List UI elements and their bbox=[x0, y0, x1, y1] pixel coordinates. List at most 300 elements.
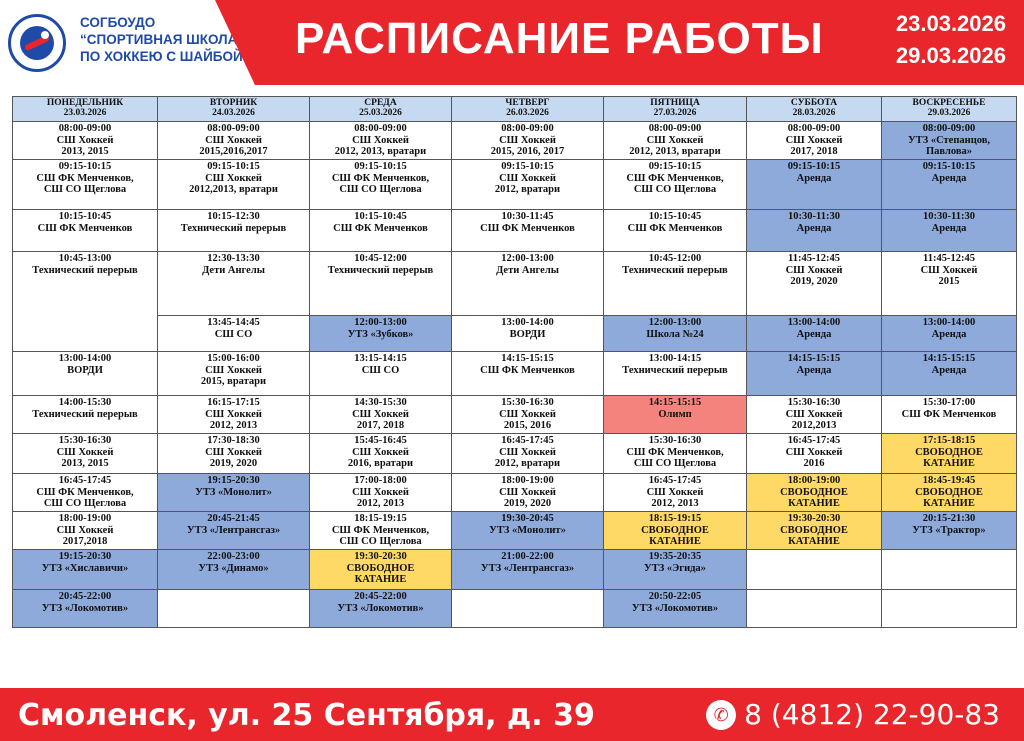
schedule-row bbox=[13, 512, 1017, 550]
session-text: Технический перерыв bbox=[180, 222, 287, 234]
session-text: 2017, 2018 bbox=[790, 146, 838, 157]
schedule-cell bbox=[13, 210, 158, 252]
footer-bar bbox=[0, 688, 1024, 741]
schedule-cell bbox=[158, 210, 310, 252]
session-text: УТЗ «Динамо» bbox=[198, 562, 269, 574]
schedule-cell bbox=[310, 550, 452, 590]
schedule-cell bbox=[747, 210, 882, 252]
schedule-cell bbox=[158, 396, 310, 434]
address: Смоленск, ул. 25 Сентября, д. 39 bbox=[18, 698, 595, 733]
session-text: СШ СО Щеглова bbox=[43, 184, 127, 195]
schedule-cell bbox=[882, 316, 1017, 352]
session-text: СШ ФК Менченков, bbox=[331, 172, 430, 184]
session-text: СШ ФК Менченков, bbox=[626, 172, 724, 184]
session-time: 10:30-11:30 bbox=[788, 211, 840, 222]
session-text: СШ Хоккей bbox=[499, 172, 556, 184]
session-text: СШ Хоккей bbox=[499, 446, 556, 458]
session-text: СШ Хоккей bbox=[785, 446, 843, 458]
day-date: 26.03.2026 bbox=[506, 108, 549, 118]
schedule-cell bbox=[882, 352, 1017, 396]
schedule-cell bbox=[310, 210, 452, 252]
session-text: СШ ФК Менченков bbox=[333, 222, 428, 234]
session-text: СШ Хоккей bbox=[499, 134, 556, 146]
day-header bbox=[604, 97, 747, 122]
day-name: ВОСКРЕСЕНЬЕ bbox=[912, 98, 986, 108]
session-text: Аренда bbox=[796, 222, 832, 234]
session-time: 13:00-14:15 bbox=[648, 353, 702, 364]
session-time: 12:00-13:00 bbox=[648, 317, 702, 328]
schedule-cell bbox=[452, 352, 604, 396]
session-text: СВОБОДНОЕ bbox=[780, 524, 848, 536]
school-logo bbox=[8, 14, 66, 72]
schedule-cell bbox=[310, 590, 452, 628]
session-text: УТЗ «Локомотив» bbox=[41, 602, 129, 614]
schedule-cell bbox=[13, 590, 158, 628]
session-time: 14:15-15:15 bbox=[922, 353, 976, 364]
session-time: 15:30-16:30 bbox=[787, 397, 841, 408]
day-date: 27.03.2026 bbox=[653, 108, 697, 118]
session-text: СШ Хоккей bbox=[646, 486, 704, 498]
phone-icon: ✆ bbox=[706, 700, 736, 730]
session-text: КАТАНИЕ bbox=[788, 536, 840, 547]
session-text: УТЗ «Монолит» bbox=[195, 486, 272, 498]
schedule-cell bbox=[452, 590, 604, 628]
session-text: 2012, 2013, вратари bbox=[629, 146, 721, 157]
schedule-cell bbox=[13, 550, 158, 590]
session-text: 2019, 2020 bbox=[790, 276, 838, 287]
session-time: 15:30-16:30 bbox=[648, 435, 702, 446]
session-text: УТЗ «Локомотив» bbox=[337, 602, 424, 614]
session-text: СШ ФК Менченков bbox=[37, 222, 133, 234]
session-text: 2019, 2020 bbox=[503, 498, 552, 509]
session-text: СВОБОДНОЕ bbox=[915, 486, 983, 498]
session-text: 2015, 2016 bbox=[503, 420, 552, 431]
session-time: 09:15-10:15 bbox=[922, 161, 976, 172]
session-time: 19:30-20:45 bbox=[501, 513, 554, 524]
session-text: СШ СО Щеглова bbox=[43, 498, 127, 509]
schedule-cell bbox=[747, 352, 882, 396]
schedule-row bbox=[13, 352, 1017, 396]
session-time: 09:15-10:15 bbox=[354, 161, 407, 172]
session-text: СШ Хоккей bbox=[352, 486, 409, 498]
session-text: СШ Хоккей bbox=[499, 408, 556, 420]
session-time: 14:15-15:15 bbox=[501, 353, 554, 364]
session-text: СШ ФК Менченков, bbox=[36, 486, 134, 498]
day-date: 29.03.2026 bbox=[927, 108, 971, 118]
schedule-cell bbox=[452, 474, 604, 512]
schedule-cell bbox=[13, 352, 158, 396]
schedule-cell bbox=[604, 550, 747, 590]
session-text: 2012,2013 bbox=[791, 420, 837, 431]
session-text: УТЗ «Эгида» bbox=[644, 562, 706, 574]
session-text: 2013, 2015 bbox=[61, 146, 109, 157]
schedule-row bbox=[13, 590, 1017, 628]
session-text: 2015, 2016, 2017 bbox=[490, 146, 565, 157]
session-time: 22:00-23:00 bbox=[207, 551, 260, 562]
session-text: СШ Хоккей bbox=[205, 172, 262, 184]
schedule-cell bbox=[882, 160, 1017, 210]
session-time: 15:45-16:45 bbox=[354, 435, 407, 446]
schedule-cell bbox=[747, 434, 882, 474]
session-text: КАТАНИЕ bbox=[649, 536, 701, 547]
session-text: СШ СО Щеглова bbox=[633, 458, 717, 469]
session-time: 15:00-16:00 bbox=[207, 353, 260, 364]
session-text: Аренда bbox=[796, 364, 832, 376]
session-text: УТЗ «Зубков» bbox=[347, 328, 414, 340]
day-name: ПОНЕДЕЛЬНИК bbox=[46, 98, 124, 108]
schedule-cell bbox=[13, 122, 158, 160]
schedule-cell bbox=[604, 210, 747, 252]
schedule-cell bbox=[604, 474, 747, 512]
session-text: СШ СО Щеглова bbox=[339, 184, 422, 195]
schedule-cell bbox=[882, 434, 1017, 474]
session-time: 09:15-10:15 bbox=[501, 161, 554, 172]
session-text: Технический перерыв bbox=[327, 264, 434, 276]
schedule-cell bbox=[747, 252, 882, 316]
session-text: СШ Хоккей bbox=[205, 134, 262, 146]
schedule-cell bbox=[604, 512, 747, 550]
day-name: ЧЕТВЕРГ bbox=[505, 98, 550, 108]
session-text: Дети Ангелы bbox=[202, 264, 265, 276]
session-text: СШ ФК Менченков, bbox=[626, 446, 724, 458]
schedule-cell bbox=[747, 474, 882, 512]
session-time: 19:15-20:30 bbox=[207, 475, 260, 486]
schedule-row bbox=[13, 252, 1017, 316]
schedule-row bbox=[13, 210, 1017, 252]
day-header-row bbox=[13, 97, 1017, 122]
day-header bbox=[882, 97, 1017, 122]
org-line-1: СОГБОУДО bbox=[80, 15, 156, 30]
date-to: 29.03.2026 bbox=[895, 43, 1006, 68]
schedule-cell bbox=[158, 160, 310, 210]
session-text: 2015, вратари bbox=[200, 376, 267, 387]
day-name: ПЯТНИЦА bbox=[650, 98, 700, 108]
date-from: 23.03.2026 bbox=[895, 11, 1006, 36]
session-text: СШ ФК Менченков bbox=[901, 408, 997, 420]
schedule-cell bbox=[882, 122, 1017, 160]
session-text: УТЗ «Степанцов, bbox=[907, 134, 991, 146]
session-text: СВОБОДНОЕ bbox=[346, 562, 415, 574]
schedule-cell bbox=[310, 434, 452, 474]
session-time: 10:45-12:00 bbox=[648, 253, 702, 264]
session-text: 2017, 2018 bbox=[356, 420, 405, 431]
schedule-cell bbox=[452, 434, 604, 474]
schedule-cell bbox=[158, 316, 310, 352]
session-text: Аренда bbox=[931, 364, 967, 376]
title-banner bbox=[255, 0, 1024, 85]
session-text: 2012, вратари bbox=[494, 184, 561, 195]
schedule-cell bbox=[747, 122, 882, 160]
session-time: 18:00-19:00 bbox=[58, 513, 112, 524]
session-time: 08:00-09:00 bbox=[58, 123, 112, 134]
day-name: СУББОТА bbox=[790, 98, 838, 108]
session-text: Технический перерыв bbox=[622, 364, 728, 376]
schedule-row bbox=[13, 316, 1017, 352]
session-time: 13:00-14:00 bbox=[922, 317, 976, 328]
session-text: 2016, вратари bbox=[347, 458, 414, 469]
session-text: Аренда bbox=[931, 222, 967, 234]
session-text: Павлова» bbox=[926, 146, 972, 157]
session-time: 18:15-19:15 bbox=[648, 513, 702, 524]
session-time: 08:00-09:00 bbox=[648, 123, 702, 134]
schedule-cell bbox=[452, 160, 604, 210]
schedule-cell bbox=[882, 512, 1017, 550]
session-text: 2012, 2013 bbox=[209, 420, 258, 431]
session-text: Аренда bbox=[931, 172, 967, 184]
session-time: 13:00-14:00 bbox=[501, 317, 554, 328]
session-time: 19:35-20:35 bbox=[648, 551, 702, 562]
session-time: 18:15-19:15 bbox=[354, 513, 407, 524]
phone-block bbox=[706, 698, 1000, 731]
schedule-cell bbox=[747, 550, 882, 590]
day-date: 28.03.2026 bbox=[792, 108, 836, 118]
schedule-cell bbox=[604, 396, 747, 434]
session-text: УТЗ «Локомотив» bbox=[631, 602, 719, 614]
session-text: УТЗ «Хиславичи» bbox=[41, 562, 129, 574]
session-text: ВОРДИ bbox=[67, 364, 103, 376]
schedule-cell bbox=[310, 396, 452, 434]
session-text: СШ Хоккей bbox=[785, 408, 843, 420]
session-time: 13:15-14:15 bbox=[354, 353, 407, 364]
day-date: 24.03.2026 bbox=[212, 108, 255, 118]
session-text: УТЗ «Монолит» bbox=[489, 524, 566, 536]
session-time: 16:45-17:45 bbox=[648, 475, 702, 486]
session-text: СШ Хоккей bbox=[352, 446, 409, 458]
page-title: РАСПИСАНИЕ РАБОТЫ bbox=[295, 14, 824, 63]
schedule-cell bbox=[882, 210, 1017, 252]
schedule-row bbox=[13, 122, 1017, 160]
session-time: 18:00-19:00 bbox=[501, 475, 554, 486]
session-text: КАТАНИЕ bbox=[788, 498, 840, 509]
session-text: 2012, 2013 bbox=[356, 498, 405, 509]
session-text: СШ Хоккей bbox=[646, 134, 704, 146]
day-date: 25.03.2026 bbox=[359, 108, 402, 118]
session-text: СВОБОДНОЕ bbox=[915, 446, 983, 458]
schedule-cell bbox=[747, 160, 882, 210]
session-time: 18:00-19:00 bbox=[787, 475, 841, 486]
session-text: КАТАНИЕ bbox=[923, 498, 975, 509]
session-time: 08:00-09:00 bbox=[787, 123, 841, 134]
session-text: 2015,2016,2017 bbox=[199, 146, 268, 157]
schedule-cell bbox=[604, 160, 747, 210]
session-text: УТЗ «Лентрансгаз» bbox=[186, 524, 281, 536]
schedule-cell bbox=[310, 316, 452, 352]
schedule-cell bbox=[310, 122, 452, 160]
session-text: КАТАНИЕ bbox=[354, 574, 407, 585]
session-time: 20:45-21:45 bbox=[207, 513, 260, 524]
session-time: 16:45-17:45 bbox=[501, 435, 554, 446]
org-line-2: “СПОРТИВНАЯ ШКОЛА bbox=[80, 32, 238, 47]
session-text: Олимп bbox=[658, 408, 692, 420]
session-text: СШ Хоккей bbox=[205, 408, 262, 420]
day-header bbox=[747, 97, 882, 122]
session-time: 08:00-09:00 bbox=[207, 123, 260, 134]
schedule-cell bbox=[310, 512, 452, 550]
schedule-cell bbox=[452, 512, 604, 550]
session-text: Технический перерыв bbox=[32, 264, 138, 276]
session-time: 18:45-19:45 bbox=[922, 475, 976, 486]
day-header bbox=[13, 97, 158, 122]
session-time: 16:45-17:45 bbox=[58, 475, 112, 486]
session-time: 10:30-11:30 bbox=[923, 211, 975, 222]
session-time: 17:15-18:15 bbox=[922, 435, 976, 446]
session-time: 10:45-13:00 bbox=[58, 253, 112, 264]
session-time: 15:30-16:30 bbox=[501, 397, 554, 408]
session-text: 2015 bbox=[938, 276, 960, 287]
session-time: 14:15-15:15 bbox=[648, 397, 702, 408]
schedule-cell bbox=[882, 396, 1017, 434]
session-text: СШ Хоккей bbox=[205, 364, 262, 376]
session-time: 16:45-17:45 bbox=[787, 435, 841, 446]
day-name: СРЕДА bbox=[364, 98, 397, 108]
session-time: 10:45-12:00 bbox=[354, 253, 407, 264]
schedule-cell bbox=[747, 396, 882, 434]
logo-puck bbox=[41, 31, 49, 39]
session-text: СШ СО Щеглова bbox=[339, 536, 422, 547]
session-time: 21:00-22:00 bbox=[501, 551, 554, 562]
schedule-cell bbox=[158, 352, 310, 396]
schedule-cell bbox=[452, 316, 604, 352]
schedule-cell bbox=[452, 550, 604, 590]
schedule-row bbox=[13, 160, 1017, 210]
schedule-cell bbox=[310, 474, 452, 512]
session-time: 10:30-11:45 bbox=[501, 211, 554, 222]
session-text: Аренда bbox=[796, 328, 832, 340]
session-time: 13:00-14:00 bbox=[58, 353, 112, 364]
schedule-cell bbox=[747, 590, 882, 628]
schedule-cell bbox=[13, 160, 158, 210]
schedule-cell bbox=[747, 512, 882, 550]
session-text: СШ Хоккей bbox=[499, 486, 556, 498]
day-header bbox=[452, 97, 604, 122]
schedule-cell bbox=[158, 590, 310, 628]
session-time: 09:15-10:15 bbox=[648, 161, 702, 172]
phone-number: 8 (4812) 22-90-83 bbox=[744, 698, 1000, 731]
session-time: 09:15-10:15 bbox=[207, 161, 260, 172]
schedule-cell bbox=[13, 474, 158, 512]
session-text: СШ Хоккей bbox=[785, 264, 843, 276]
schedule-cell bbox=[604, 122, 747, 160]
session-text: 2012, вратари bbox=[494, 458, 561, 469]
schedule-cell bbox=[882, 590, 1017, 628]
schedule-row bbox=[13, 396, 1017, 434]
schedule-row bbox=[13, 550, 1017, 590]
session-time: 14:15-15:15 bbox=[787, 353, 841, 364]
session-text: СВОБОДНОЕ bbox=[641, 524, 709, 536]
session-text: СШ Хоккей bbox=[785, 134, 843, 146]
schedule-cell bbox=[158, 474, 310, 512]
session-text: Аренда bbox=[796, 172, 832, 184]
session-time: 19:30-20:30 bbox=[354, 551, 407, 562]
schedule-body bbox=[13, 122, 1017, 628]
schedule-cell bbox=[13, 252, 158, 352]
schedule-cell bbox=[158, 550, 310, 590]
session-text: СШ Хоккей bbox=[205, 446, 262, 458]
schedule-cell bbox=[882, 474, 1017, 512]
session-time: 11:45-12:45 bbox=[788, 253, 840, 264]
session-text: 2012, 2013, вратари bbox=[334, 146, 427, 157]
day-header bbox=[310, 97, 452, 122]
session-text: 2013, 2015 bbox=[61, 458, 109, 469]
schedule-cell bbox=[882, 252, 1017, 316]
schedule-cell bbox=[452, 396, 604, 434]
session-text: СШ СО Щеглова bbox=[633, 184, 717, 195]
schedule-cell bbox=[158, 252, 310, 316]
day-header bbox=[158, 97, 310, 122]
session-time: 20:50-22:05 bbox=[648, 591, 702, 602]
session-text: СШ Хоккей bbox=[352, 134, 409, 146]
session-time: 10:15-12:30 bbox=[207, 211, 260, 222]
session-text: Технический перерыв bbox=[622, 264, 728, 276]
session-time: 10:15-10:45 bbox=[648, 211, 702, 222]
session-time: 13:00-14:00 bbox=[787, 317, 841, 328]
session-time: 20:45-22:00 bbox=[58, 591, 112, 602]
session-text: УТЗ «Трактор» bbox=[912, 524, 986, 536]
session-time: 10:15-10:45 bbox=[58, 211, 112, 222]
date-range bbox=[896, 8, 1006, 72]
schedule-cell bbox=[452, 252, 604, 316]
session-time: 17:30-18:30 bbox=[207, 435, 260, 446]
session-time: 20:45-22:00 bbox=[354, 591, 407, 602]
session-time: 14:30-15:30 bbox=[354, 397, 407, 408]
schedule-cell bbox=[310, 352, 452, 396]
session-time: 09:15-10:15 bbox=[58, 161, 112, 172]
session-time: 16:15-17:15 bbox=[207, 397, 260, 408]
session-text: СШ Хоккей bbox=[920, 264, 978, 276]
schedule-cell bbox=[310, 160, 452, 210]
session-time: 14:00-15:30 bbox=[58, 397, 112, 408]
session-text: Школа №24 bbox=[646, 328, 704, 340]
schedule-cell bbox=[882, 550, 1017, 590]
session-time: 17:00-18:00 bbox=[354, 475, 407, 486]
schedule-cell bbox=[13, 434, 158, 474]
session-text: СШ Хоккей bbox=[56, 446, 114, 458]
session-text: СШ ФК Менченков bbox=[480, 222, 575, 234]
session-time: 13:45-14:45 bbox=[207, 317, 260, 328]
schedule-row bbox=[13, 474, 1017, 512]
session-text: Дети Ангелы bbox=[496, 264, 559, 276]
session-text: СВОБОДНОЕ bbox=[780, 486, 848, 498]
schedule-cell bbox=[604, 252, 747, 316]
session-time: 12:00-13:00 bbox=[501, 253, 554, 264]
session-text: СШ Хоккей bbox=[56, 134, 114, 146]
schedule-cell bbox=[158, 512, 310, 550]
session-text: СШ ФК Менченков bbox=[480, 364, 575, 376]
session-text: УТЗ «Лентрансгаз» bbox=[480, 562, 575, 574]
session-text: СШ ФК Менченков, bbox=[331, 524, 430, 536]
session-time: 15:30-16:30 bbox=[58, 435, 112, 446]
session-time: 12:00-13:00 bbox=[354, 317, 407, 328]
session-text: 2012, 2013 bbox=[651, 498, 699, 509]
org-line-3: ПО ХОККЕЮ С ШАЙБОЙ” bbox=[80, 49, 250, 64]
schedule-cell bbox=[747, 316, 882, 352]
schedule-cell bbox=[13, 396, 158, 434]
session-time: 08:00-09:00 bbox=[501, 123, 554, 134]
session-text: СШ СО bbox=[361, 364, 400, 376]
session-text: СШ Хоккей bbox=[56, 524, 114, 536]
schedule-cell bbox=[158, 122, 310, 160]
schedule-cell bbox=[158, 434, 310, 474]
session-time: 09:15-10:15 bbox=[787, 161, 841, 172]
schedule-cell bbox=[452, 122, 604, 160]
schedule-cell bbox=[13, 512, 158, 550]
logo-emblem bbox=[20, 26, 54, 60]
session-time: 15:30-17:00 bbox=[922, 397, 976, 408]
session-text: 2017,2018 bbox=[62, 536, 108, 547]
day-name: ВТОРНИК bbox=[209, 98, 258, 108]
schedule-row bbox=[13, 434, 1017, 474]
session-time: 10:15-10:45 bbox=[354, 211, 407, 222]
